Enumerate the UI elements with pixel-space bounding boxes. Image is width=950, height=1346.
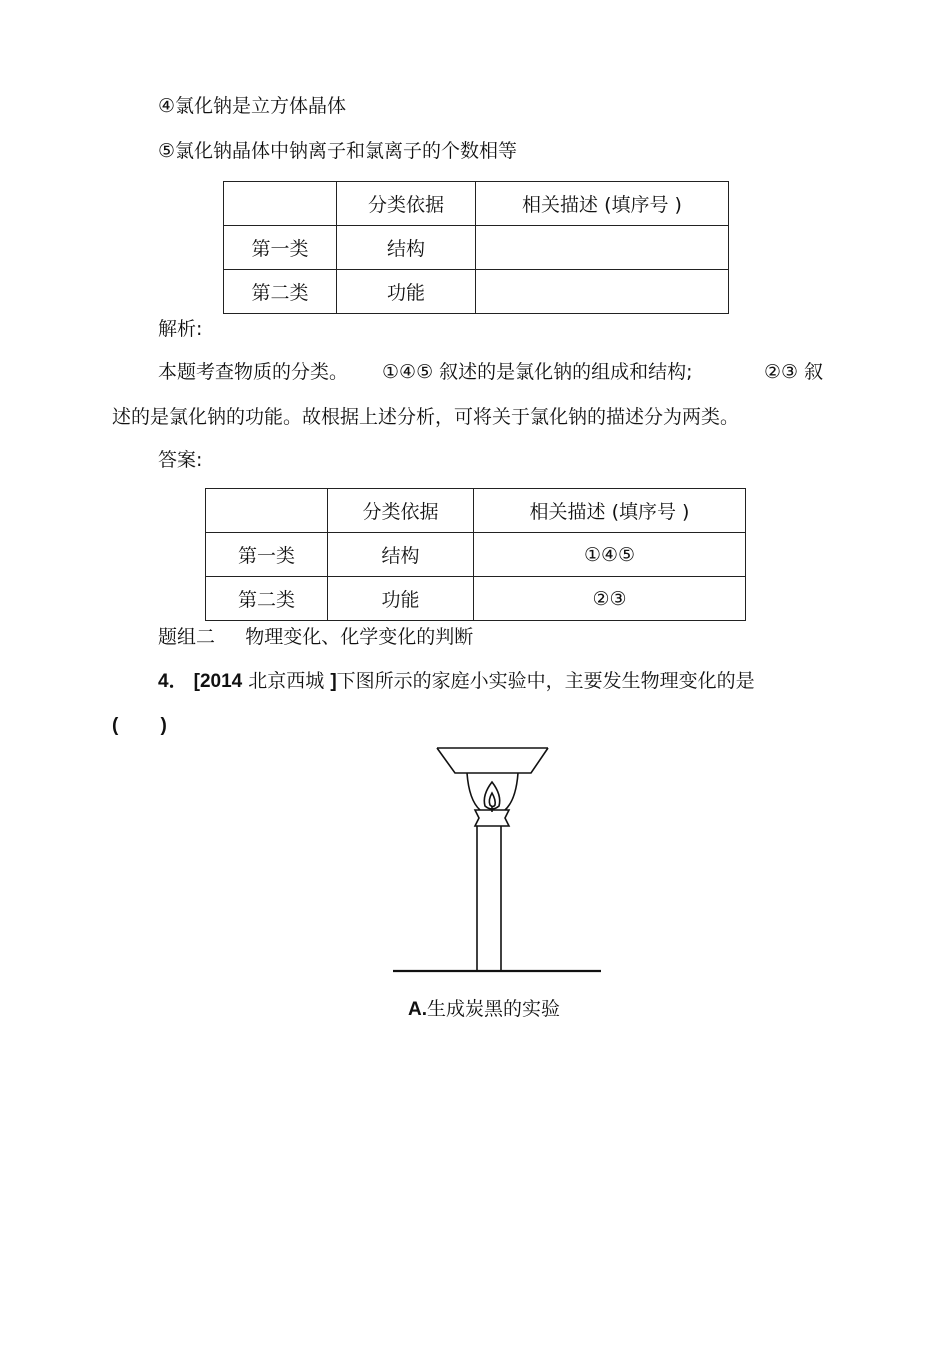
table-cell: ①④⑤ [474,533,746,577]
table-header-row [224,182,729,226]
table-row [206,577,746,621]
caption-text: 生成炭黑的实验 [427,998,561,1020]
item-4: ④氯化钠是立方体晶体 [158,95,347,117]
table-cell: 结构 [328,533,474,577]
question-source-year: [2014 [193,671,243,692]
answer-table [205,488,746,621]
question-table [223,181,729,314]
table-row [224,226,729,270]
table-header-row [206,489,746,533]
table-cell: 第二类 [224,270,337,314]
header-cell: 分类依据 [328,489,474,533]
header-cell [224,182,337,226]
table-cell [476,270,729,314]
table-cell: 功能 [337,270,476,314]
question-text: 下图所示的家庭小实验中，主要发生物理变化的是 [336,670,755,692]
analysis-line-1b: ①④⑤ 叙述的是氯化钠的组成和结构; [382,361,693,383]
table-cell: 功能 [328,577,474,621]
analysis-label: 解析: [158,318,203,340]
item-5: ⑤氯化钠晶体中钠离子和氯离子的个数相等 [158,140,518,162]
analysis-line-2: 述的是氯化钠的功能。故根据上述分析，可将关于氯化钠的描述分为两类。 [112,406,740,428]
header-cell: 相关描述 (填序号 ) [474,489,746,533]
analysis-line-1a: 本题考查物质的分类。 [158,361,349,383]
caption-letter: A. [408,999,427,1020]
table-cell: 第一类 [206,533,328,577]
question-number: 4． [158,671,188,692]
header-cell: 相关描述 (填序号 ) [476,182,729,226]
question-source-city: 北京西城 [248,670,325,692]
answer-parentheses: ( ) [112,715,167,736]
question-4 [158,669,755,694]
header-cell: 分类依据 [337,182,476,226]
question-source-close: ] [330,671,337,692]
answer-label: 答案: [158,449,203,471]
candle-with-dish-icon [385,740,615,980]
table-cell: 结构 [337,226,476,270]
table-cell: 第一类 [224,226,337,270]
analysis-line-1c: ②③ 叙 [764,361,824,383]
header-cell [206,489,328,533]
group-title: 题组二 物理变化、化学变化的判断 [158,626,474,648]
table-cell: ②③ [474,577,746,621]
figure-caption [408,994,560,1021]
table-cell [476,226,729,270]
table-cell: 第二类 [206,577,328,621]
table-row [224,270,729,314]
table-row [206,533,746,577]
